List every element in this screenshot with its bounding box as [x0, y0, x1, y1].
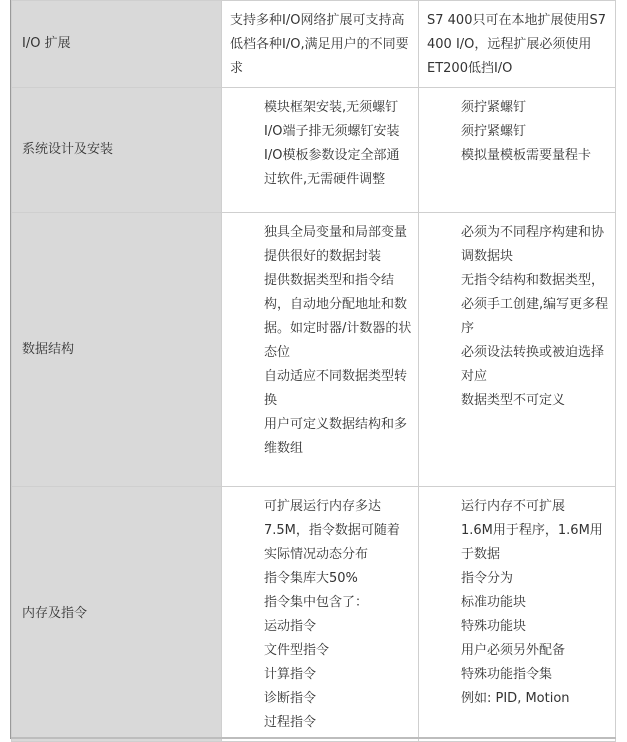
list-item: 用户必须另外配备 — [461, 643, 566, 658]
list-item: 模拟量模板需要量程卡 — [461, 148, 592, 163]
list-item: 计算指令 — [264, 667, 317, 682]
col2-cell — [222, 1, 419, 88]
list-item: 指令分为 — [461, 571, 514, 586]
table-row-memory — [12, 487, 616, 742]
list-item: 特殊功能块 — [461, 619, 527, 634]
table-row-data-structure — [12, 213, 616, 487]
list-item: 无指令结构和数据类型，必须手工创建,编写更多程序 — [461, 273, 609, 336]
list-item: 例如: PID, Motion — [461, 691, 570, 706]
row-label: 数据结构 — [12, 213, 222, 487]
list-item: 用户可定义数据结构和多维数组 — [264, 417, 408, 456]
col3-cell — [419, 213, 616, 487]
list-item: 过程指令 — [264, 715, 317, 730]
cell-text: S7 400只可在本地扩展使用S7 400 I/O，远程扩展必须使用ET200低挡I/O — [427, 13, 606, 76]
col2-cell — [222, 487, 419, 742]
col3-cell — [419, 88, 616, 213]
list-item: 必须为不同程序构建和协调数据块 — [461, 225, 605, 264]
col2-cell — [222, 213, 419, 487]
list-item: 指令集库大50% — [264, 571, 358, 586]
list-item: 运行内存不可扩展 — [461, 499, 566, 514]
list-item: 提供数据类型和指令结构，自动地分配地址和数据。如定时器/计数器的状态位 — [264, 273, 412, 360]
row-label: 系统设计及安装 — [12, 88, 222, 213]
list-item: 提供很好的数据封装 — [264, 249, 382, 264]
list-item: 自动适应不同数据类型转换 — [264, 369, 408, 408]
list-item: 须拧紧螺钉 — [461, 100, 527, 115]
list-item: 独具全局变量和局部变量 — [264, 225, 408, 240]
list-item: I/O端子排无须螺钉安装 — [264, 124, 400, 139]
row-label: I/O 扩展 — [12, 1, 222, 88]
list-item: 数据类型不可定义 — [461, 393, 566, 408]
list-item: 标准功能块 — [461, 595, 527, 610]
list-item: 模块框架安装,无须螺钉 — [264, 100, 399, 115]
cell-text: 支持多种I/O网络扩展可支持高低档各种I/O,满足用户的不同要求 — [230, 13, 409, 76]
list-item: 诊断指令 — [264, 691, 317, 706]
comparison-table — [11, 0, 616, 742]
row-label: 内存及指令 — [12, 487, 222, 742]
list-item: 特殊功能指令集 — [461, 667, 553, 682]
table-row-install — [12, 88, 616, 213]
col3-cell — [419, 487, 616, 742]
list-item: 须拧紧螺钉 — [461, 124, 527, 139]
list-item: 运动指令 — [264, 619, 317, 634]
list-item: 文件型指令 — [264, 643, 330, 658]
table-row-io — [12, 1, 616, 88]
list-item: 必须设法转换或被迫选择对应 — [461, 345, 605, 384]
list-item: 指令集中包含了： — [264, 595, 369, 610]
col2-cell — [222, 88, 419, 213]
col3-cell — [419, 1, 616, 88]
list-item: I/O模板参数设定全部通过软件,无需硬件调整 — [264, 148, 400, 187]
list-item: 1.6M用于程序，1.6M用于数据 — [461, 523, 603, 562]
list-item: 可扩展运行内存多达7.5M，指令数据可随着实际情况动态分布 — [264, 499, 400, 562]
